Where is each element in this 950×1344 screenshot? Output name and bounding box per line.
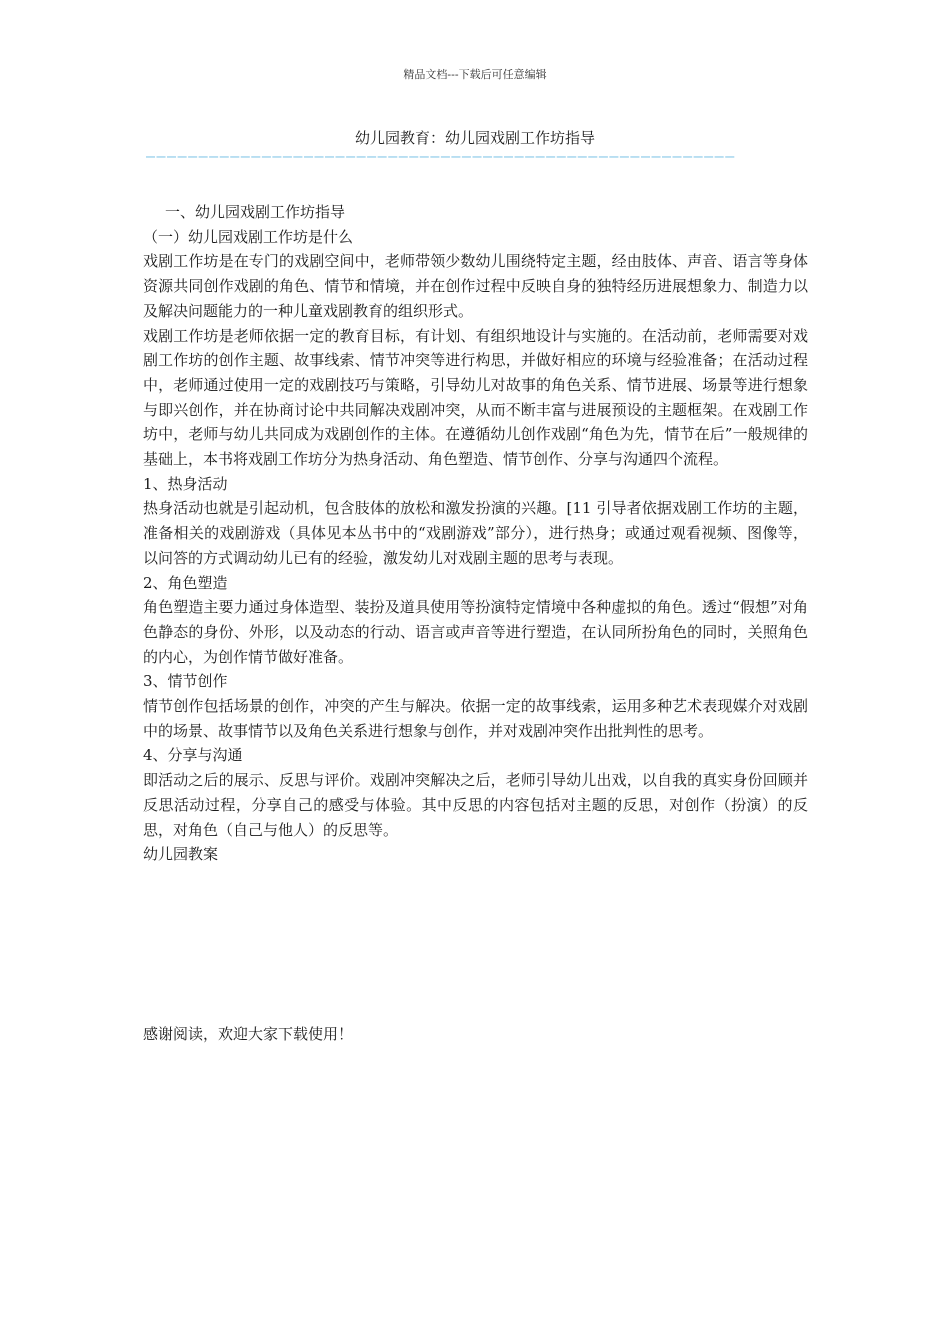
paragraph-sharing: 即活动之后的展示、反思与评价。戏剧冲突解决之后，老师引导幼儿出戏，以自我的真实身份回顾并反思活动过程，分享自己的感受与体验。其中反思的内容包括对主题的反思，对创作（扮演）的反思，对角色（自己与他人）的反思等。 — [143, 771, 808, 839]
paragraph-definition: 戏剧工作坊是在专门的戏剧空间中，老师带领少数幼儿围绕特定主题，经由肢体、声音、语言等身体资源共同创作戏剧的角色、情节和情境，并在创作过程中反映自身的独特经历进展想象力、制造力以及解决问题能力的一种儿童戏剧教育的组织形式。 — [143, 252, 808, 320]
footer-label: 幼儿园教案 — [143, 845, 219, 864]
paragraph-plot-creation: 情节创作包括场景的创作，冲突的产生与解决。依据一定的故事线索，运用多种艺术表现媒介对戏剧中的场景、故事情节以及角色关系进行想象与创作，并对戏剧冲突作出批判性的思考。 — [143, 697, 808, 740]
header-note: 精品文档---下载后可任意编辑 — [403, 68, 547, 81]
paragraph-role-shaping: 角色塑造主要力通过身体造型、装扮及道具使用等扮演特定情境中各种虚拟的角色。透过“假想”对角色静态的身份、外形，以及动态的行动、语言或声音等进行塑造，在认同所扮角色的同时，关照角色的内心，为创作情节做好准备。 — [143, 598, 808, 666]
document-title: 幼儿园教育：幼儿园戏剧工作坊指导 — [354, 129, 595, 147]
paragraph-design: 戏剧工作坊是老师依据一定的教育目标，有计划、有组织地设计与实施的。在活动前，老师需要对戏剧工作坊的创作主题、故事线索、情节冲突等进行构思，并做好相应的环境与经验准备；在活动过程中，老师通过使用一定的戏剧技巧与策略，引导幼儿对故事的角色关系、情节进展、场景等进行想象与即兴创作，并在协商讨论中共同解决戏剧冲突，从而不断丰富与进展预设的主题框架。在戏剧工作坊中，老师与幼儿共同成为戏剧创作的主体。在遵循幼儿创作戏剧“角色为先，情节在后”一般规律的基础上，本书将戏剧工作坊分为热身活动、角色塑造、情节创作、分享与沟通四个流程。 — [143, 326, 808, 469]
heading-sharing: 4、分享与沟通 — [143, 746, 243, 765]
section-heading: 一、幼儿园戏剧工作坊指导 — [165, 203, 346, 221]
heading-warmup: 1、热身活动 — [143, 474, 228, 493]
document-body — [143, 200, 808, 867]
title-dash-rule: ———————————————————————————————————————————————————————— — [146, 149, 736, 163]
paragraph-warmup: 热身活动也就是引起动机，包含肢体的放松和激发扮演的兴趣。[11 引导者依据戏剧工作坊的主题，准备相关的戏剧游戏（具体见本丛书中的“戏剧游戏”部分），进行热身；或通过观看视频、图像等，以问答的方式调动幼儿已有的经验，激发幼儿对戏剧主题的思考与表现。 — [143, 499, 808, 567]
heading-plot-creation: 3、情节创作 — [143, 672, 228, 691]
heading-role-shaping: 2、角色塑造 — [143, 573, 228, 592]
subsection-heading: （一）幼儿园戏剧工作坊是什么 — [143, 227, 354, 246]
thanks-note: 感谢阅读，欢迎大家下载使用！ — [143, 1025, 354, 1043]
